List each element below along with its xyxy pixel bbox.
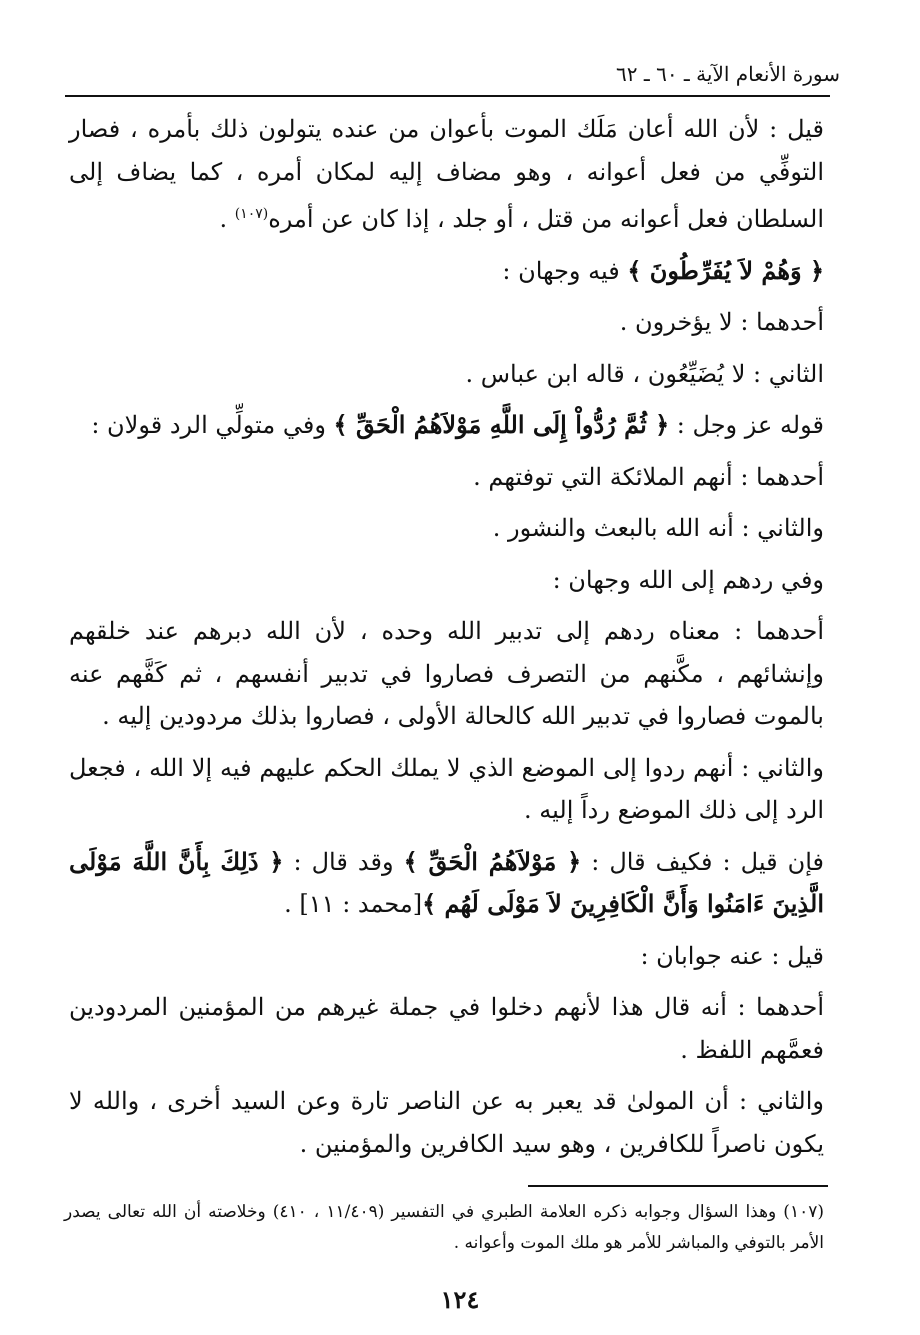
paragraph-text: وفي ردهم إلى الله وجهان : xyxy=(552,565,824,594)
footnote-ref: (١٠٧) xyxy=(234,206,269,222)
paragraph-2 xyxy=(69,250,824,293)
paragraph-tail: . xyxy=(219,205,235,233)
paragraph-11 xyxy=(69,841,824,926)
paragraph-text: أحدهما : أنهم الملائكة التي توفتهم . xyxy=(473,462,824,491)
paragraph-6 xyxy=(69,456,824,499)
paragraph-text: أحدهما : معناه ردهم إلى تدبير الله وحده ، لأن الله دبرهم عند خلقهم وإنشائهم ، مكَّنهم من التصرف فصاروا في تدبير أنفسهم ، ثم كَفَّهم عنه بالموت فصاروا في تدبير الله كالحالة الأولى ، فصاروا بذلك مردودين إليه . xyxy=(69,617,824,730)
paragraph-mid: وقد قال : xyxy=(283,847,404,876)
paragraph-13 xyxy=(69,986,824,1071)
paragraph-4 xyxy=(69,353,824,396)
quran-quote: ﴿ ثُمَّ رُدُّواْ إِلَى اللَّهِ مَوْلاَهُمُ الْحَقِّ ﴾ xyxy=(333,410,670,439)
running-header: سورة الأنعام الآية ـ ٦٠ ـ ٦٢ xyxy=(616,62,840,86)
paragraph-3 xyxy=(69,301,824,344)
paragraph-12 xyxy=(69,935,824,978)
paragraph-9 xyxy=(69,610,824,738)
paragraph-text: قيل : عنه جوابان : xyxy=(640,941,824,970)
paragraph-text: وفي متولِّي الرد قولان : xyxy=(91,411,334,439)
quran-quote: ﴿ مَوْلاَهُمُ الْحَقِّ ﴾ xyxy=(403,846,582,876)
paragraph-text: أحدهما : لا يؤخرون . xyxy=(619,308,824,336)
page-number: ١٢٤ xyxy=(440,1285,480,1314)
quran-quote-2: ﴿ ذَلِكَ بِأَنَّ اللَّهَ مَوْلَى الَّذِينَ ءَامَنُوا وَأَنَّ الْكَافِرِينَ لاَ مَوْلَى لَهُم ﴾ xyxy=(69,846,824,918)
paragraph-8 xyxy=(69,559,824,602)
paragraph-text: والثاني : أنهم ردوا إلى الموضع الذي لا يملك الحكم عليهم فيه إلا الله ، فجعل الرد إلى ذلك الموضع رداً إليه . xyxy=(69,753,824,824)
quran-quote: ﴿ وَهُمْ لاَ يُفَرِّطُونَ ﴾ xyxy=(627,255,824,285)
paragraph-text: أحدهما : أنه قال هذا لأنهم دخلوا في جملة غيرهم من المؤمنين المردودين فعمَّهم اللفظ . xyxy=(69,993,824,1064)
paragraph-7 xyxy=(69,507,824,550)
paragraph-lead: فإن قيل : فكيف قال : xyxy=(581,847,825,876)
paragraph-text: والثاني : أنه الله بالبعث والنشور . xyxy=(492,514,824,542)
footnote: (١٠٧) وهذا السؤال وجوابه ذكره العلامة الطبري في التفسير (١١/٤٠٩ ، ٤١٠) وخلاصته أن الله تعالى يصدر الأمر بالتوفي والمباشر للأمر هو ملك الموت وأعوانه . xyxy=(64,1202,824,1253)
header-divider xyxy=(65,95,830,97)
paragraph-lead: قوله عز وجل : xyxy=(669,411,824,439)
paragraph-text: والثاني : أن المولىٰ قد يعبر به عن الناصر تارة وعن السيد أخرى ، والله لا يكون ناصراً للكافرين ، وهو سيد الكافرين والمؤمنين . xyxy=(69,1087,824,1158)
paragraph-5 xyxy=(69,404,824,447)
paragraph-text: قيل : لأن الله أعان مَلَك الموت بأعوان من عنده يتولون ذلك بأمره ، فصار التوفِّي من فعل أعوانه ، وهو مضاف إليه لمكان أمره ، كما يضاف إلى السلطان فعل أعوانه من قتل ، أو جلد ، إذا كان عن أمره xyxy=(69,115,824,233)
paragraph-14 xyxy=(69,1080,824,1165)
paragraph-10 xyxy=(69,747,824,832)
paragraph-text: [محمد : ١١] . xyxy=(284,890,423,918)
main-text xyxy=(69,108,824,1174)
paragraph-text: الثاني : لا يُضَيِّعُون ، قاله ابن عباس . xyxy=(465,359,824,388)
footnote-divider xyxy=(528,1185,828,1187)
paragraph-1 xyxy=(69,108,824,241)
paragraph-text: فيه وجهان : xyxy=(502,256,628,285)
